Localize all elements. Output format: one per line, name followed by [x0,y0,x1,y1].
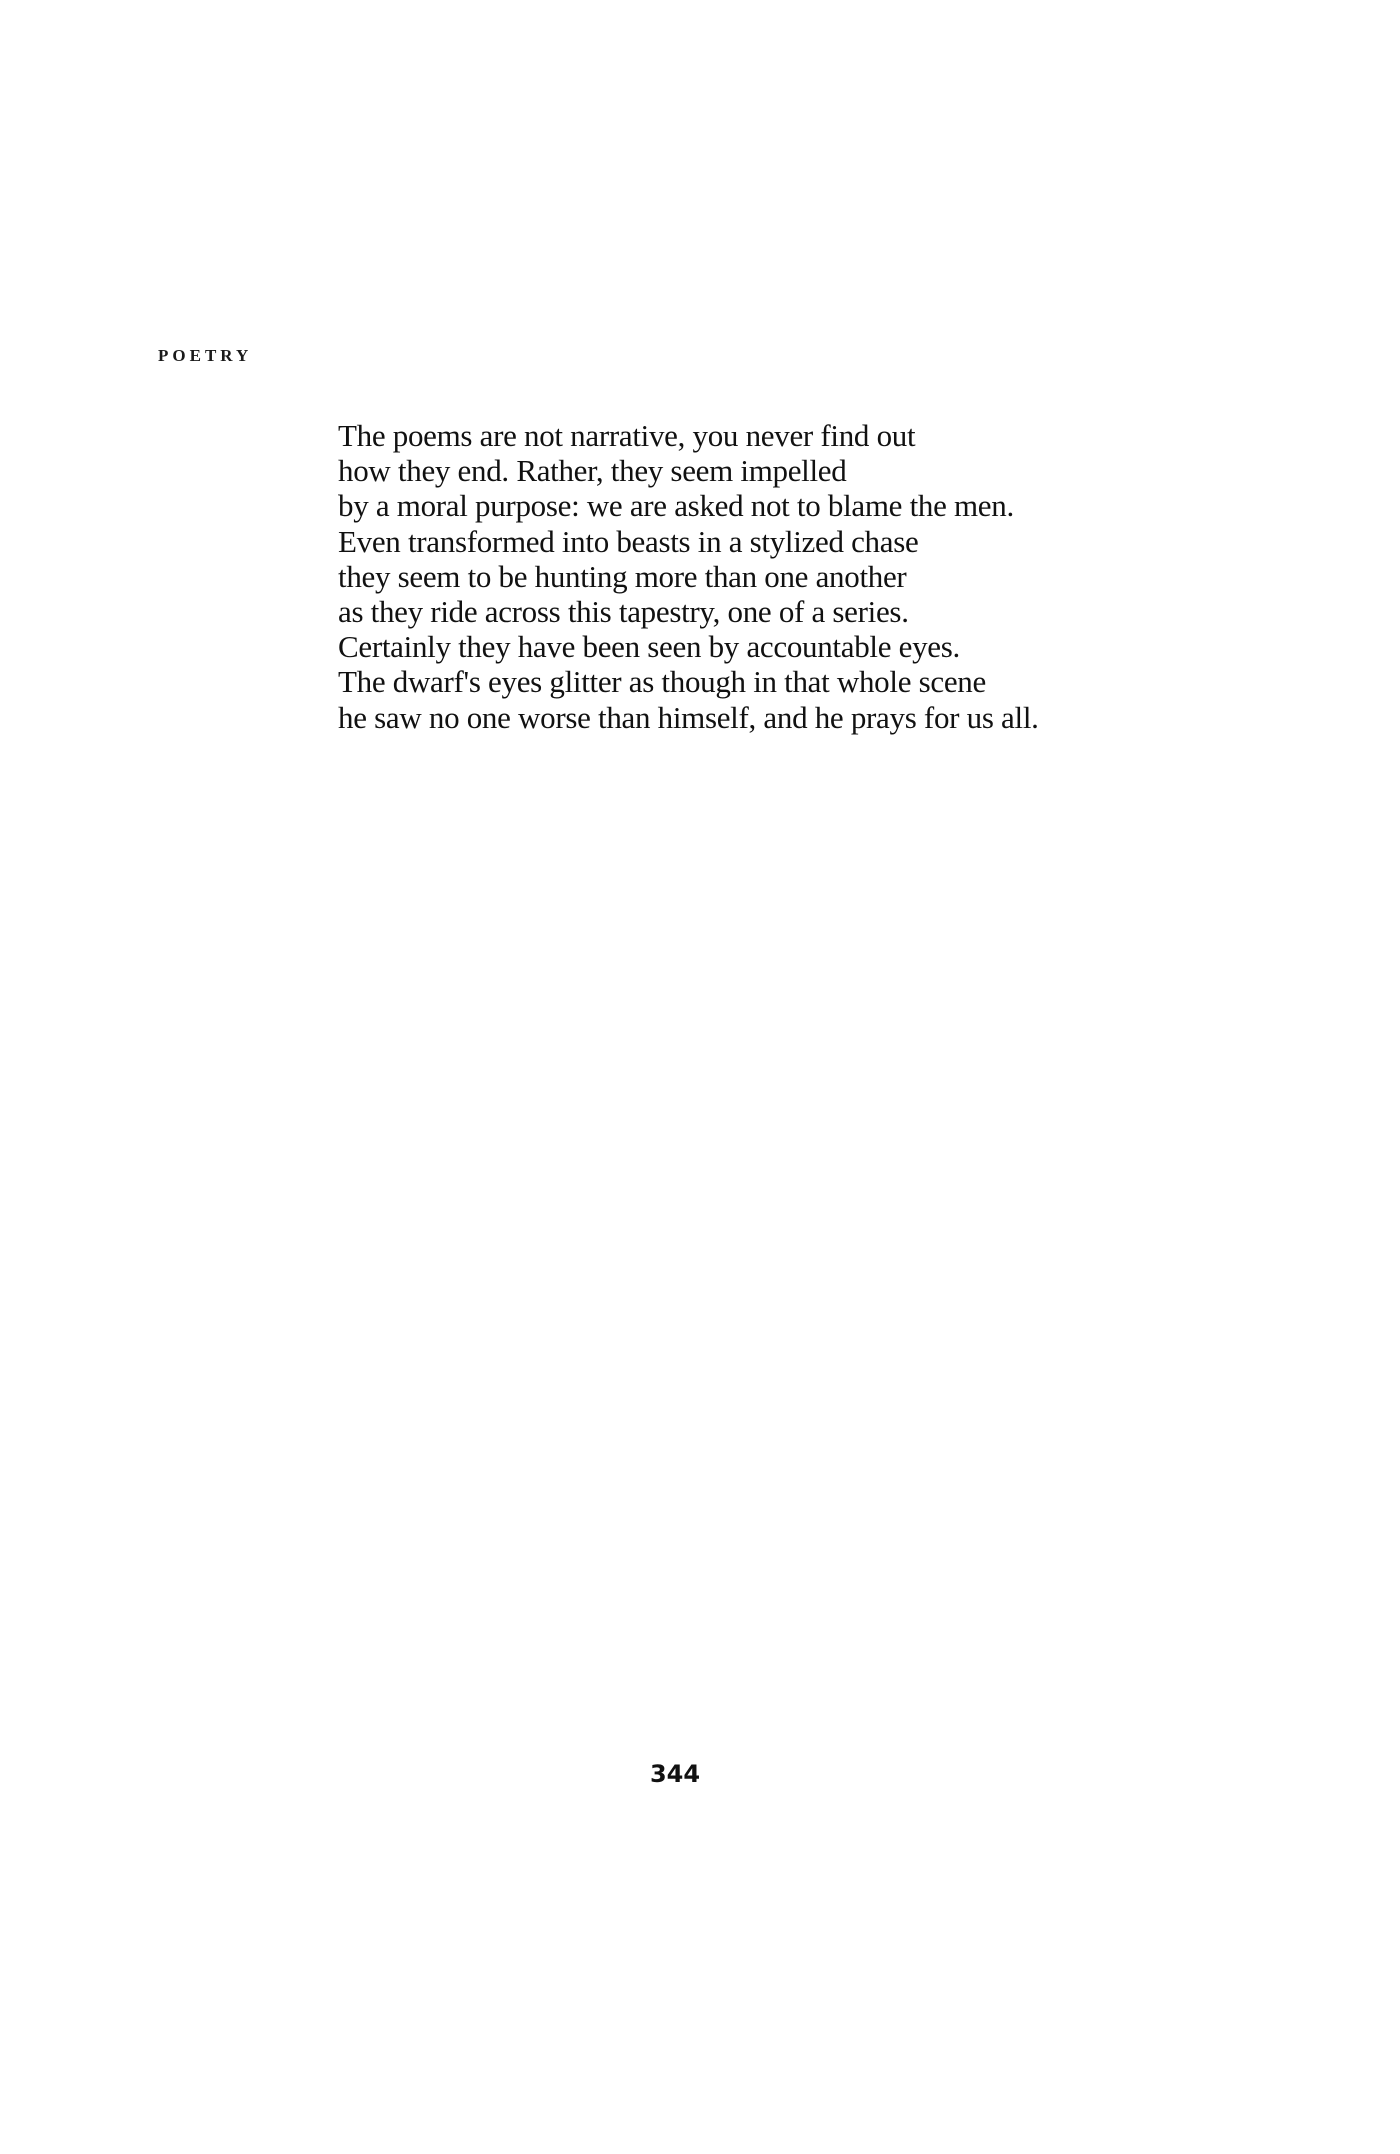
poem-line: they seem to be hunting more than one another [338,558,907,594]
poem-line: The dwarf's eyes glitter as though in that whole scene [338,664,986,700]
poem-line: by a moral purpose: we are asked not to blame the men. [338,488,1014,524]
poem-line: how they end. Rather, they seem impelled [338,453,847,489]
poem-line: Even transformed into beasts in a stylized chase [338,523,919,559]
poem-line: Certainly they have been seen by accountable eyes. [338,629,960,665]
page-number: 344 [649,1760,701,1788]
poem-line: he saw no one worse than himself, and he prays for us all. [338,699,1039,735]
poem-line: The poems are not narrative, you never find out [338,418,916,453]
poem-line: as they ride across this tapestry, one of a series. [338,594,909,630]
running-head: POETRY [158,346,253,365]
poem-stanza [338,418,1039,735]
